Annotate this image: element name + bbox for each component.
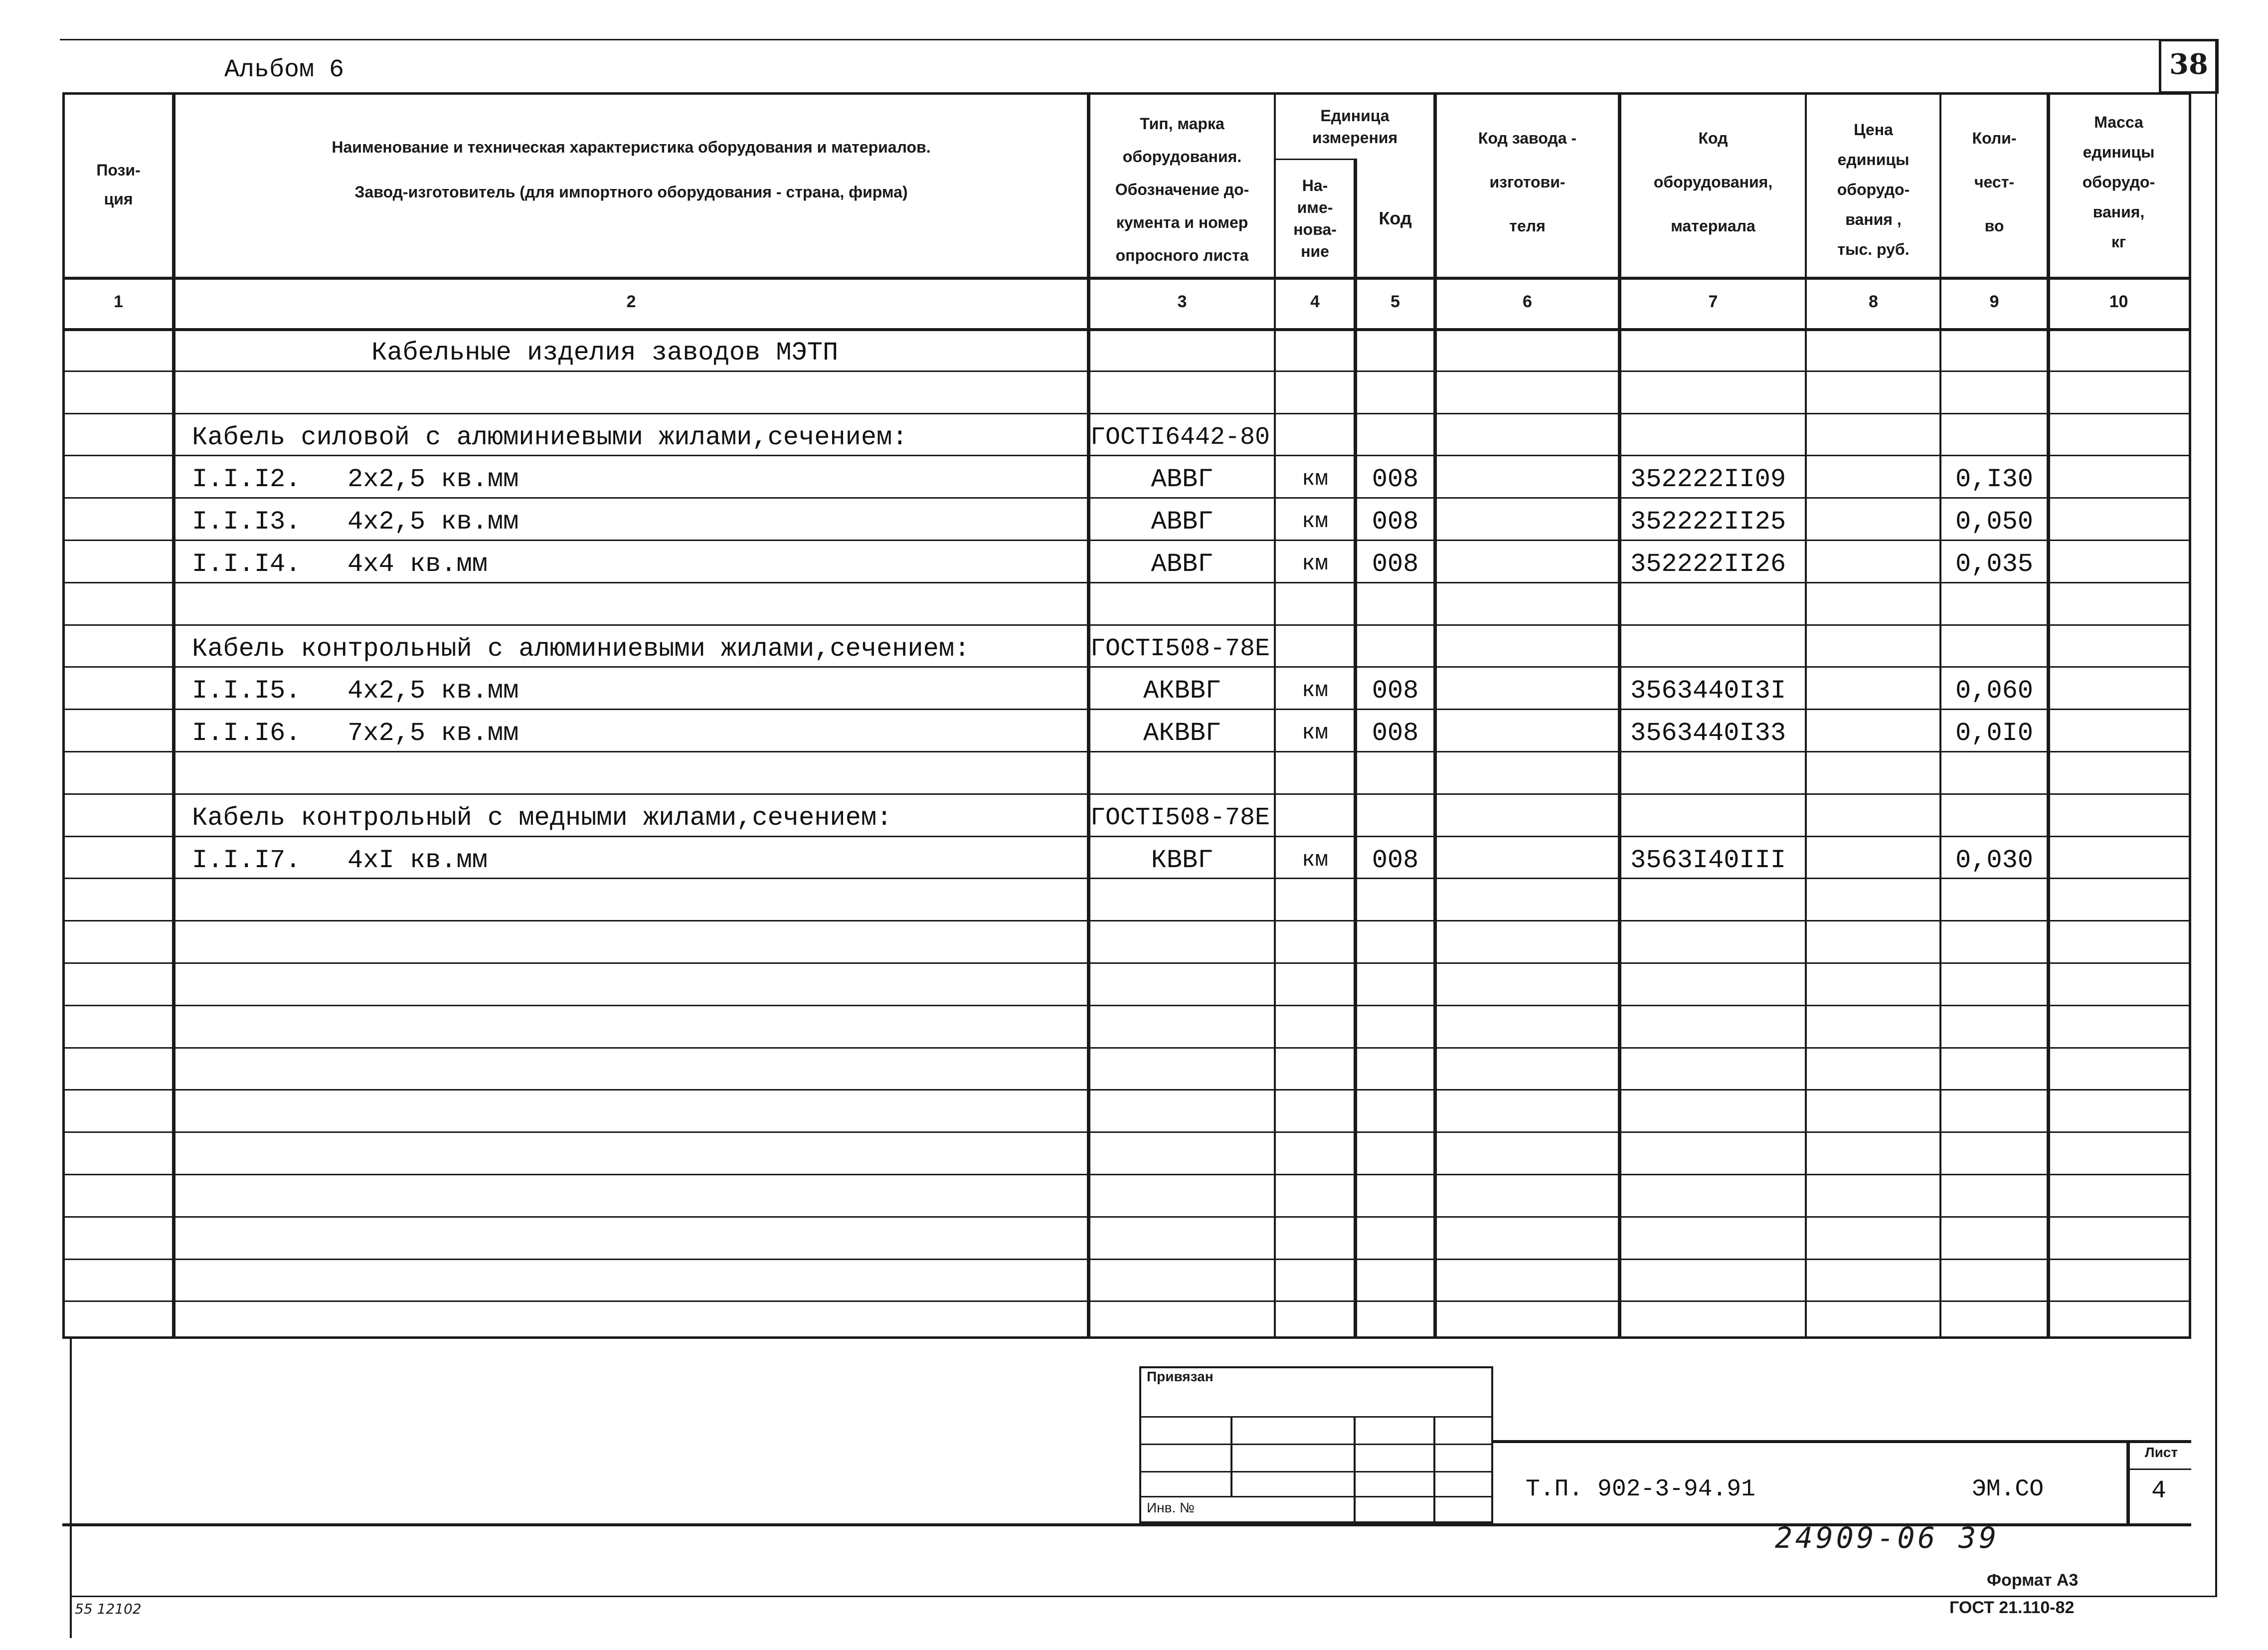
row-unit-code	[1357, 374, 1433, 416]
row-unit	[1276, 332, 1354, 374]
privyazan-div-1	[1230, 1416, 1232, 1496]
row-name: I.I.I7. 4хI кв.мм	[192, 846, 488, 875]
row-equipment-code	[1630, 416, 1805, 459]
header-price-line2: единицы	[1837, 151, 1910, 169]
row-unit-code: 008	[1372, 676, 1419, 706]
row-type: АВВГ	[1151, 507, 1214, 537]
row-quantity: 0,060	[1955, 676, 2034, 706]
row-equipment-code: 3563I40III	[1630, 846, 1786, 875]
row-equipment-code: 3563440I3I	[1630, 676, 1786, 706]
row-line	[62, 1174, 2191, 1175]
row-unit-code: 008	[1372, 719, 1419, 748]
header-name-line1: Наименование и техническая характеристика оборудования и материалов.	[332, 138, 931, 156]
privyazan-line-4	[1139, 1496, 1493, 1497]
header-unit-name	[1276, 162, 1354, 274]
col-divider-9	[2047, 92, 2050, 1339]
row-quantity: 0,I30	[1955, 465, 2034, 494]
row-unit-code	[1357, 797, 1433, 839]
row-type: АКВВГ	[1143, 676, 1221, 706]
row-unit	[1276, 374, 1354, 416]
header-type-line4: кумента и номер	[1116, 213, 1248, 231]
header-mass	[2050, 102, 2187, 262]
col-divider-7	[1805, 92, 1807, 1339]
document-suffix: ЭМ.СО	[1972, 1476, 2044, 1503]
row-equipment-code	[1630, 628, 1805, 670]
header-position-line1: Пози-	[96, 161, 141, 179]
row-unit: км	[1302, 509, 1328, 534]
outer-left-border	[70, 1339, 72, 1638]
row-line	[62, 1259, 2191, 1260]
title-block-top-line	[1493, 1440, 2191, 1443]
row-quantity	[1942, 332, 2047, 374]
col-divider-5	[1433, 92, 1437, 1339]
handwritten-number: 24909-06 39	[1775, 1521, 2000, 1555]
row-quantity: 0,0I0	[1955, 719, 2034, 748]
sheet-label: Лист	[2144, 1445, 2178, 1460]
privyazan-line-1	[1139, 1416, 1493, 1418]
col-number-7: 7	[1708, 292, 1718, 311]
unit-group-line	[1274, 159, 1354, 160]
row-unit: км	[1302, 467, 1328, 492]
header-mass-line2: единицы	[2083, 143, 2155, 161]
row-name	[192, 585, 1084, 628]
row-line	[62, 1216, 2191, 1218]
row-unit-code: 008	[1372, 550, 1419, 579]
sheet-box-line	[2126, 1468, 2191, 1470]
col-number-8: 8	[1869, 292, 1878, 311]
row-unit	[1276, 628, 1354, 670]
page-number: 38	[2169, 48, 2208, 81]
privyazan-line-3	[1139, 1471, 1493, 1472]
header-price-line3: оборудо-	[1837, 181, 1910, 198]
corner-note: 55 12102	[75, 1601, 142, 1617]
row-unit	[1276, 585, 1354, 628]
row-name	[192, 374, 1084, 416]
row-equipment-code	[1630, 754, 1805, 797]
header-factory-code-line3: теля	[1509, 217, 1546, 235]
header-quantity-line2: чест-	[1974, 173, 2015, 191]
col-number-6: 6	[1523, 292, 1532, 311]
row-quantity: 0,030	[1955, 846, 2034, 875]
sheet-box-divider	[2126, 1440, 2130, 1523]
header-name-line2: Завод-изготовитель (для импортного оборудования - страна, фирма)	[354, 183, 908, 201]
row-quantity	[1942, 797, 2047, 839]
row-line	[62, 1131, 2191, 1133]
row-unit: км	[1302, 551, 1328, 576]
row-quantity	[1942, 754, 2047, 797]
row-unit-code	[1357, 332, 1433, 374]
row-quantity: 0,035	[1955, 550, 2034, 579]
inv-no-label: Инв. №	[1147, 1500, 1195, 1515]
row-type	[1090, 332, 1274, 374]
row-name: Кабельные изделия заводов МЭТП	[371, 338, 839, 367]
column-number-bottom-line	[62, 328, 2191, 331]
row-unit: км	[1302, 678, 1328, 703]
document-code: Т.П. 902-3-94.91	[1526, 1476, 1755, 1503]
header-type-line2: оборудования.	[1122, 148, 1242, 166]
header-factory-code	[1437, 115, 1618, 249]
header-factory-code-line2: изготови-	[1489, 173, 1566, 191]
header-quantity-line3: во	[1984, 217, 2004, 235]
col-divider-2	[1087, 92, 1090, 1339]
header-type-line1: Тип, марка	[1140, 115, 1224, 133]
row-equipment-code	[1630, 332, 1805, 374]
format-label: Формат А3	[1987, 1571, 2079, 1590]
row-type	[1090, 585, 1274, 628]
row-line	[62, 1089, 2191, 1091]
row-quantity	[1942, 374, 2047, 416]
row-line	[62, 1300, 2191, 1302]
row-name: Кабель контрольный с алюминиевыми жилами,сечением:	[192, 634, 970, 664]
header-equipment-code-line3: материала	[1671, 217, 1755, 235]
header-type-line3: Обозначение до-	[1115, 181, 1249, 198]
row-equipment-code: 352222II09	[1630, 465, 1786, 494]
col-number-4: 4	[1310, 292, 1320, 311]
header-position-line2: ция	[104, 190, 133, 208]
row-unit: км	[1302, 848, 1328, 873]
header-price-line4: вания ,	[1845, 210, 1902, 228]
header-quantity-line1: Коли-	[1972, 129, 2017, 147]
row-name: I.I.I4. 4х4 кв.мм	[192, 550, 488, 579]
outer-right-border	[2215, 39, 2217, 1597]
row-unit-code: 008	[1372, 846, 1419, 875]
col-number-3: 3	[1177, 292, 1187, 311]
header-unit-line2: измерения	[1312, 129, 1398, 147]
header-unit-group	[1276, 97, 1433, 156]
row-type: АВВГ	[1151, 465, 1214, 494]
header-type-line5: опросного листа	[1115, 246, 1249, 264]
row-type: ГОСТI508-78Е	[1090, 804, 1270, 832]
row-line	[62, 1047, 2191, 1049]
gost-label: ГОСТ 21.110-82	[1949, 1598, 2075, 1617]
header-equipment-code	[1621, 115, 1805, 249]
row-equipment-code	[1630, 797, 1805, 839]
privyazan-label: Привязан	[1147, 1369, 1214, 1384]
col-divider-8	[1939, 92, 1941, 1339]
row-unit	[1276, 797, 1354, 839]
row-name: I.I.I5. 4х2,5 кв.мм	[192, 676, 519, 706]
header-price-line5: тыс. руб.	[1837, 240, 1910, 258]
row-quantity: 0,050	[1955, 507, 2034, 537]
row-equipment-code	[1630, 585, 1805, 628]
header-mass-line3: оборудо-	[2082, 173, 2155, 191]
row-unit-code	[1357, 628, 1433, 670]
row-name: I.I.I6. 7х2,5 кв.мм	[192, 719, 519, 748]
col-divider-3	[1274, 92, 1276, 1339]
row-name: Кабель силовой с алюминиевыми жилами,сечением:	[192, 423, 908, 452]
header-price	[1807, 112, 1939, 267]
col-divider-6	[1618, 92, 1621, 1339]
header-unit-name-line1: На-	[1302, 176, 1328, 194]
header-unit-name-line2: име-	[1297, 198, 1333, 216]
row-line	[62, 920, 2191, 921]
header-unit-name-line3: нова-	[1293, 220, 1337, 238]
row-unit	[1276, 754, 1354, 797]
row-type	[1090, 374, 1274, 416]
privyazan-div-3	[1433, 1416, 1435, 1523]
header-mass-line1: Масса	[2094, 113, 2143, 131]
header-equipment-code-line2: оборудования,	[1653, 173, 1773, 191]
row-unit-code	[1357, 585, 1433, 628]
row-unit-code: 008	[1372, 465, 1419, 494]
row-equipment-code: 352222II25	[1630, 507, 1786, 537]
row-unit-code: 008	[1372, 507, 1419, 537]
col-number-2: 2	[626, 292, 636, 311]
header-factory-code-line1: Код завода -	[1478, 129, 1577, 147]
row-name: I.I.I3. 4х2,5 кв.мм	[192, 507, 519, 537]
header-unit-name-line4: ние	[1301, 242, 1329, 260]
row-line	[62, 1005, 2191, 1006]
privyazan-line-2	[1139, 1444, 1493, 1445]
row-name	[192, 754, 1084, 797]
col-number-1: 1	[114, 292, 123, 311]
header-unit-line1: Единица	[1320, 107, 1390, 125]
row-type: АКВВГ	[1143, 719, 1221, 748]
header-equipment-code-line1: Код	[1698, 129, 1728, 147]
col-number-10: 10	[2109, 292, 2128, 311]
col-divider-4	[1354, 159, 1357, 1339]
row-type: АВВГ	[1151, 550, 1214, 579]
col-divider-1	[172, 92, 175, 1339]
row-equipment-code: 3563440I33	[1630, 719, 1786, 748]
header-name	[175, 120, 1087, 219]
row-type: ГОСТI508-78Е	[1090, 635, 1270, 663]
row-quantity	[1942, 416, 2047, 459]
row-quantity	[1942, 628, 2047, 670]
privyazan-div-2	[1354, 1416, 1356, 1523]
header-quantity	[1942, 115, 2047, 249]
row-unit	[1276, 416, 1354, 459]
row-type: ГОСТI6442-80	[1090, 423, 1270, 452]
header-unit-code: Код	[1379, 207, 1412, 228]
row-equipment-code	[1630, 374, 1805, 416]
top-border-line	[60, 39, 2219, 40]
header-mass-line4: вания,	[2093, 203, 2145, 221]
header-price-line1: Цена	[1854, 121, 1893, 139]
col-number-5: 5	[1391, 292, 1400, 311]
sheet-number: 4	[2151, 1477, 2166, 1505]
row-equipment-code: 352222II26	[1630, 550, 1786, 579]
row-unit-code	[1357, 754, 1433, 797]
row-line	[62, 962, 2191, 964]
header-type	[1090, 105, 1274, 274]
header-position	[65, 120, 172, 249]
header-mass-line5: кг	[2111, 233, 2126, 251]
row-unit-code	[1357, 416, 1433, 459]
row-quantity	[1942, 585, 2047, 628]
row-type: КВВГ	[1151, 846, 1214, 875]
row-name: I.I.I2. 2х2,5 кв.мм	[192, 465, 519, 494]
row-type	[1090, 754, 1274, 797]
header-bottom-line	[62, 277, 2191, 280]
row-name: Кабель контрольный с медными жилами,сечением:	[192, 803, 892, 833]
album-title: Альбом 6	[224, 56, 345, 84]
row-unit: км	[1302, 721, 1328, 745]
footer-line	[70, 1596, 2216, 1597]
col-number-9: 9	[1989, 292, 1999, 311]
